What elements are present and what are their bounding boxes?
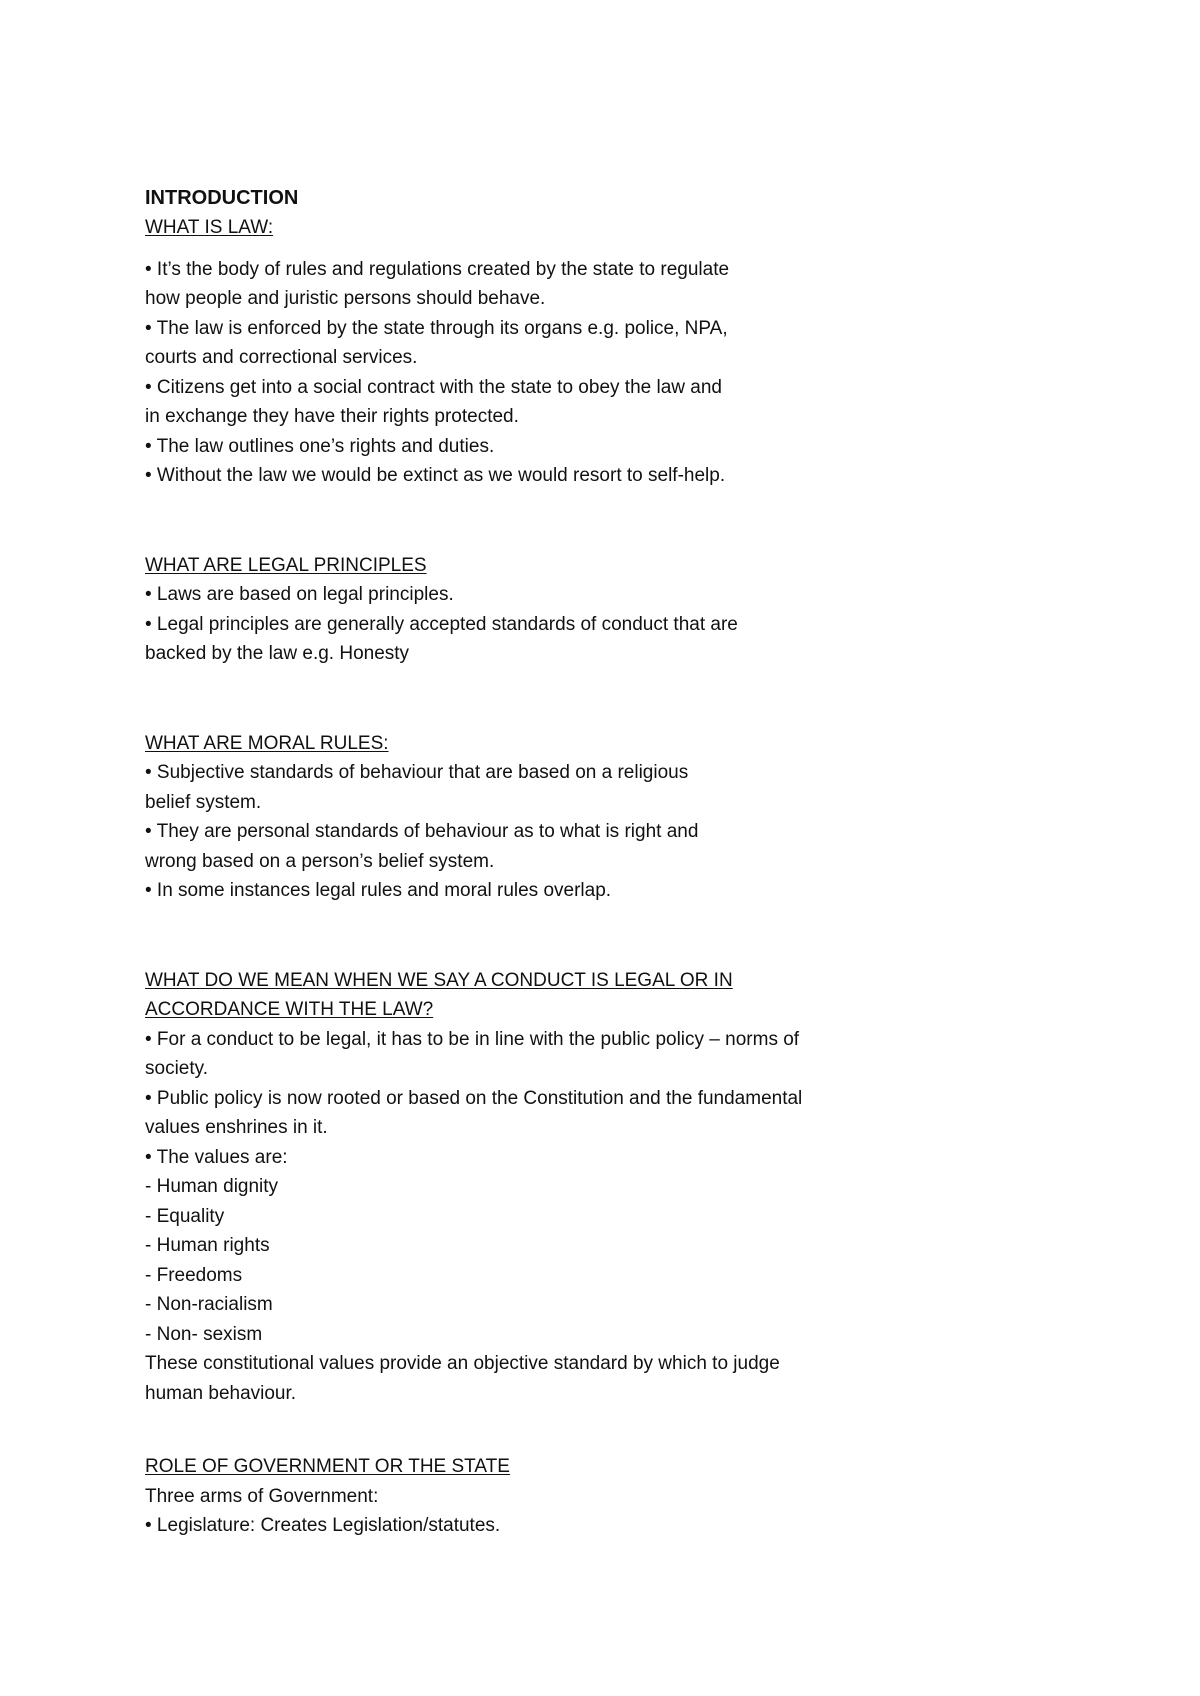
text-line: backed by the law e.g. Honesty bbox=[145, 643, 410, 664]
text-line: values enshrines in it. bbox=[145, 1117, 328, 1138]
section-body-moral-rules bbox=[145, 758, 925, 906]
text-line: • Subjective standards of behaviour that are based on a religious bbox=[145, 762, 689, 783]
document-title: INTRODUCTION bbox=[145, 187, 299, 209]
section-heading-role-of-government: ROLE OF GOVERNMENT OR THE STATE bbox=[145, 1456, 510, 1477]
spacer bbox=[145, 243, 925, 255]
text-line: how people and juristic persons should behave. bbox=[145, 288, 546, 309]
list-item: - Non-racialism bbox=[145, 1294, 273, 1315]
text-line: human behaviour. bbox=[145, 1382, 297, 1404]
section-heading-legal-principles: WHAT ARE LEGAL PRINCIPLES bbox=[145, 554, 427, 576]
spacer bbox=[145, 1408, 925, 1452]
section-body-legal-conduct bbox=[145, 1025, 925, 1409]
text-line: in exchange they have their rights protected. bbox=[145, 406, 519, 427]
list-item: - Equality bbox=[145, 1205, 225, 1227]
text-line: courts and correctional services. bbox=[145, 347, 418, 368]
section-heading-legal-conduct-line1: WHAT DO WE MEAN WHEN WE SAY A CONDUCT IS LEGAL OR IN bbox=[145, 969, 733, 991]
text-line: • They are personal standards of behaviour as to what is right and bbox=[145, 821, 699, 842]
text-line: society. bbox=[145, 1058, 209, 1079]
text-line: • Legal principles are generally accepted standards of conduct that are bbox=[145, 613, 738, 635]
list-item: - Human rights bbox=[145, 1235, 270, 1256]
text-line: • The law is enforced by the state through its organs e.g. police, NPA, bbox=[145, 317, 728, 339]
text-line: • Citizens get into a social contract with the state to obey the law and bbox=[145, 376, 722, 398]
section-body-what-is-law bbox=[145, 255, 925, 491]
text-line: wrong based on a person’s belief system. bbox=[145, 850, 495, 872]
text-line: These constitutional values provide an objective standard by which to judge bbox=[145, 1353, 780, 1374]
text-line: belief system. bbox=[145, 791, 262, 813]
text-line: • The values are: bbox=[145, 1146, 288, 1168]
document-body bbox=[145, 183, 925, 1541]
text-line: • Laws are based on legal principles. bbox=[145, 584, 454, 605]
spacer bbox=[145, 906, 925, 966]
text-line: • Without the law we would be extinct as we would resort to self-help. bbox=[145, 465, 726, 486]
text-line: • The law outlines one’s rights and duties. bbox=[145, 435, 495, 457]
text-line: • Legislature: Creates Legislation/statutes. bbox=[145, 1515, 501, 1536]
spacer bbox=[145, 491, 925, 551]
list-item: - Non- sexism bbox=[145, 1323, 263, 1345]
text-line: • Public policy is now rooted or based on the Constitution and the fundamental bbox=[145, 1087, 803, 1109]
list-item: - Human dignity bbox=[145, 1176, 279, 1197]
text-line: • In some instances legal rules and moral rules overlap. bbox=[145, 880, 612, 901]
section-heading-moral-rules: WHAT ARE MORAL RULES: bbox=[145, 732, 389, 754]
section-body-role-of-government bbox=[145, 1482, 925, 1541]
spacer bbox=[145, 669, 925, 729]
text-line: Three arms of Government: bbox=[145, 1485, 379, 1507]
text-line: • It’s the body of rules and regulations created by the state to regulate bbox=[145, 258, 730, 280]
section-heading-what-is-law: WHAT IS LAW: bbox=[145, 217, 274, 238]
list-item: - Freedoms bbox=[145, 1264, 243, 1286]
section-body-legal-principles bbox=[145, 580, 925, 669]
section-heading-legal-conduct-line2: ACCORDANCE WITH THE LAW? bbox=[145, 999, 434, 1020]
text-line: • For a conduct to be legal, it has to be in line with the public policy – norms of bbox=[145, 1028, 800, 1050]
